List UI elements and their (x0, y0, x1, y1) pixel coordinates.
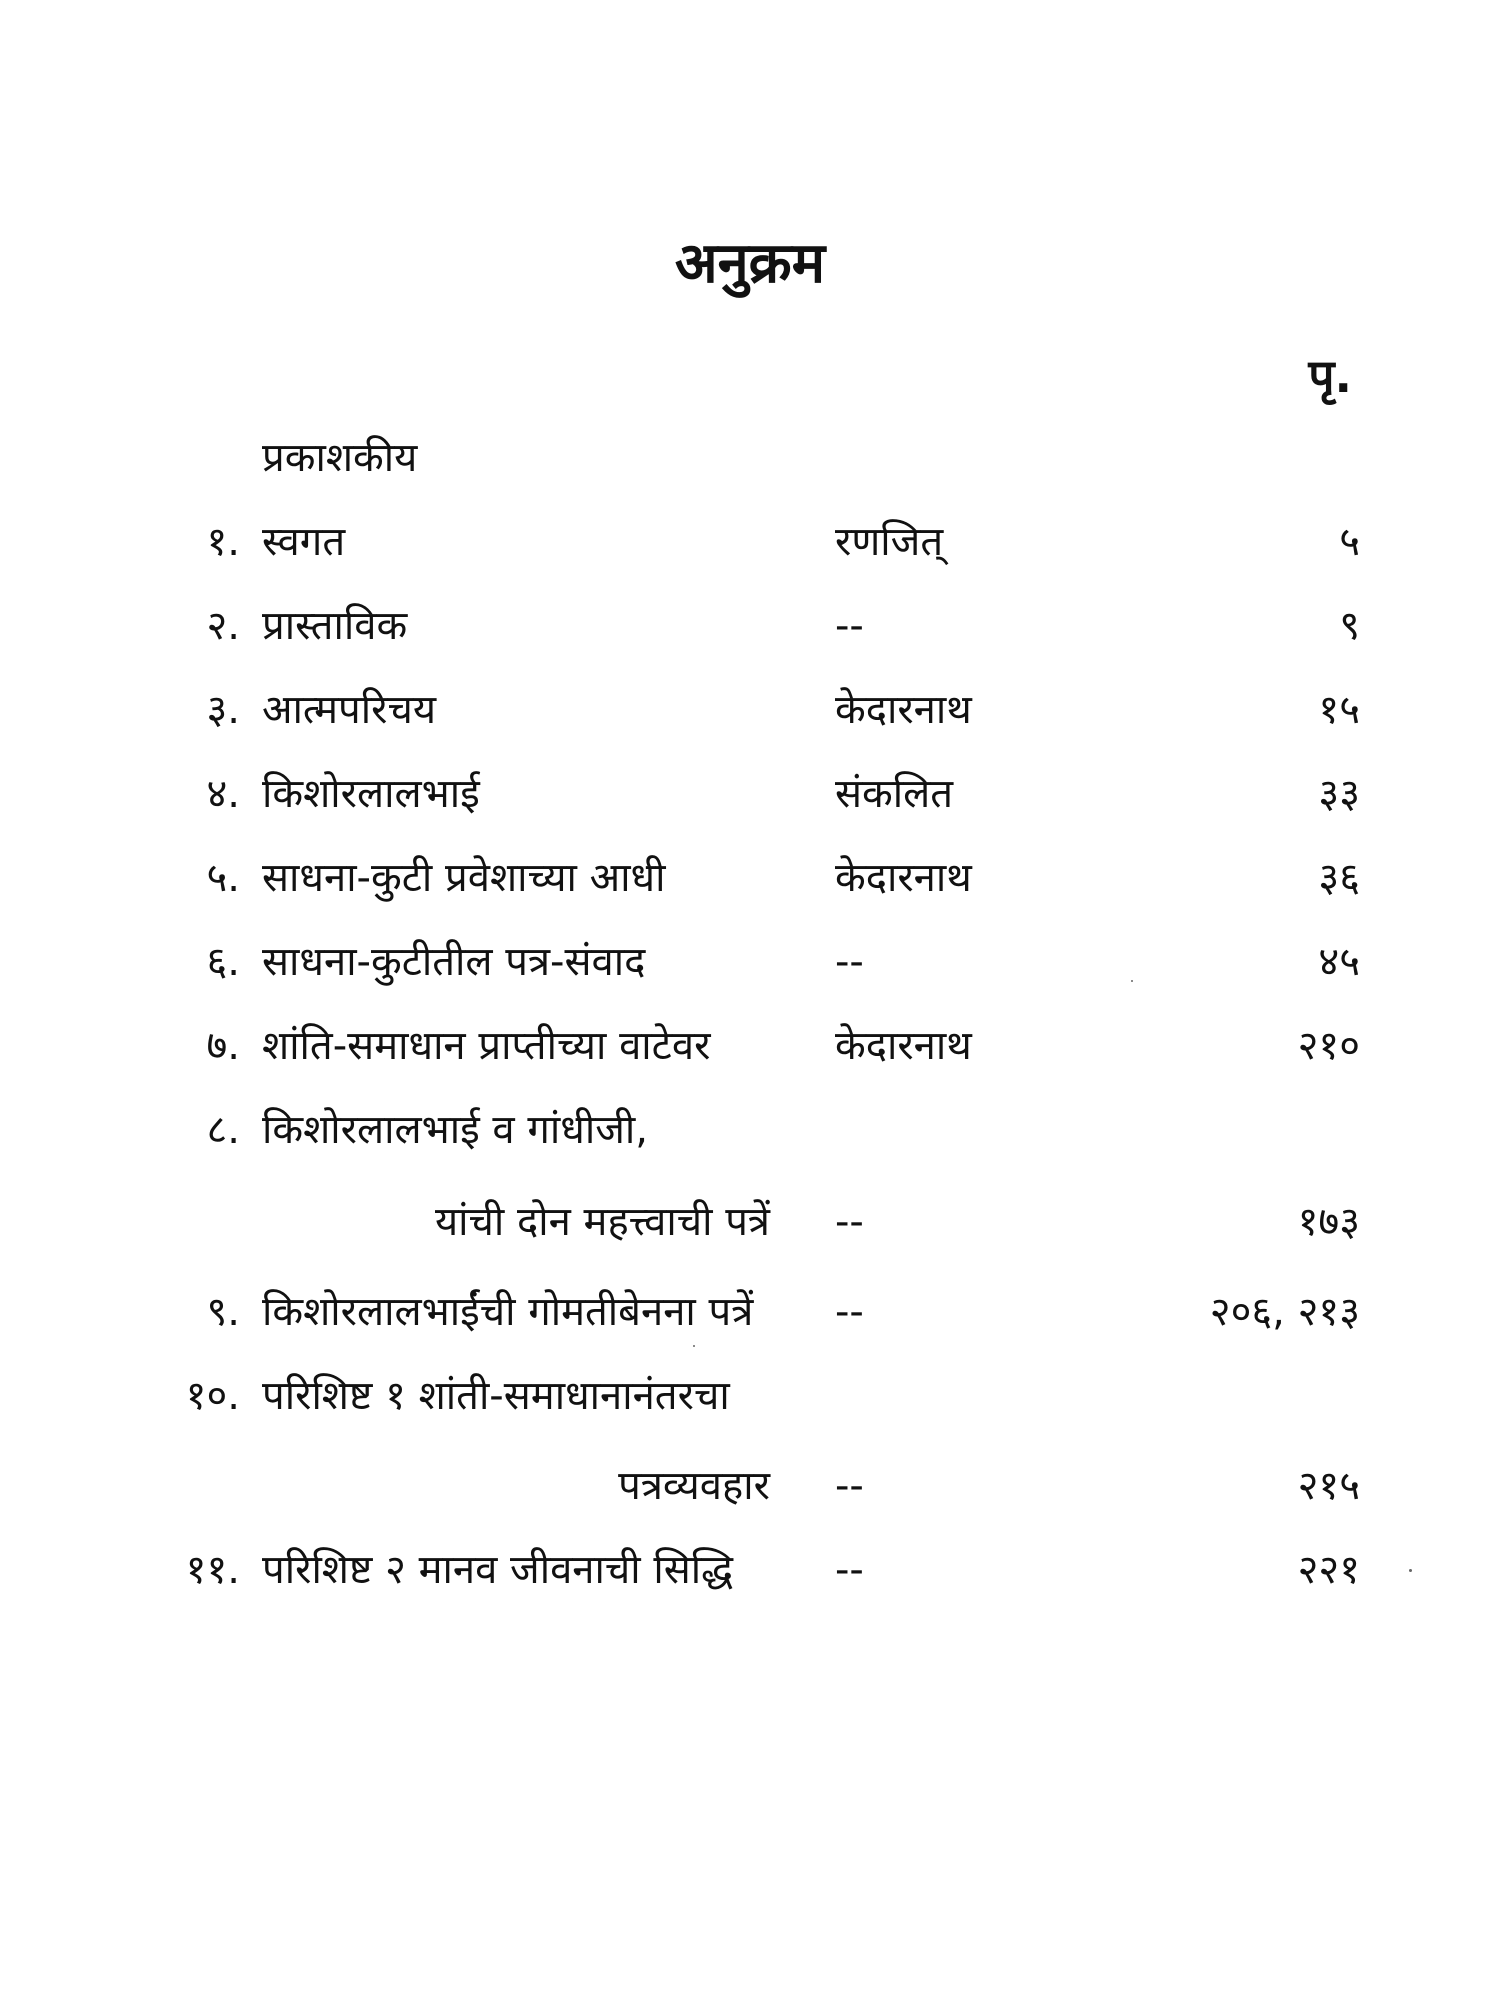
toc-row (0, 512, 1500, 572)
toc-row (0, 1540, 1500, 1600)
toc-title: प्रकाशकीय (262, 435, 418, 481)
toc-number: ४. (206, 771, 240, 817)
toc-author: केदारनाथ (835, 855, 972, 901)
toc-page: २१५ (1297, 1463, 1360, 1509)
toc-title: साधना-कुटीतील पत्र-संवाद (262, 939, 646, 985)
toc-number: २. (206, 603, 240, 649)
toc-title: परिशिष्ट १ शांती-समाधानानंतरचा (262, 1373, 730, 1419)
toc-number: ५. (206, 855, 240, 901)
toc-page: ९ (1339, 603, 1360, 649)
toc-page: २०६, २१३ (1209, 1289, 1360, 1335)
toc-row (0, 596, 1500, 656)
toc-row (0, 1366, 1500, 1426)
page-title: अनुक्रम (674, 231, 826, 296)
toc-title-continuation: यांची दोन महत्त्वाची पत्रें (434, 1199, 770, 1245)
toc-author: संकलित (835, 771, 954, 817)
toc-page: २१० (1297, 1023, 1360, 1069)
toc-page: १५ (1318, 687, 1360, 733)
toc-row-publisher-note (0, 428, 1500, 488)
toc-page: ३६ (1318, 855, 1360, 901)
toc-row-continuation (0, 1192, 1500, 1252)
toc-author: केदारनाथ (835, 687, 972, 733)
toc-row (0, 1282, 1500, 1342)
toc-number: ९. (206, 1289, 240, 1335)
toc-title: किशोरलालभाई (262, 771, 480, 817)
toc-title: परिशिष्ट २ मानव जीवनाची सिद्धि (262, 1547, 734, 1593)
toc-title: प्रास्ताविक (262, 603, 408, 649)
scan-speck (1131, 980, 1133, 982)
toc-author: -- (835, 1199, 864, 1245)
toc-title: शांति-समाधान प्राप्तीच्या वाटेवर (262, 1023, 711, 1069)
toc-number: ११. (185, 1547, 240, 1593)
toc-number: १. (206, 519, 240, 565)
toc-author: -- (835, 603, 864, 649)
toc-row (0, 932, 1500, 992)
toc-page: १७३ (1297, 1199, 1360, 1245)
toc-author: -- (835, 1463, 864, 1509)
toc-author: -- (835, 1547, 864, 1593)
toc-page: ३३ (1318, 771, 1360, 817)
toc-page: २२१ (1297, 1547, 1360, 1593)
toc-number: ७. (206, 1023, 240, 1069)
toc-author: केदारनाथ (835, 1023, 972, 1069)
toc-row (0, 764, 1500, 824)
toc-page: ५ (1339, 519, 1360, 565)
toc-author: -- (835, 1289, 864, 1335)
toc-page: ४५ (1318, 939, 1360, 985)
toc-title-continuation: पत्रव्यवहार (618, 1463, 770, 1509)
toc-row (0, 1016, 1500, 1076)
toc-row-continuation (0, 1456, 1500, 1516)
toc-number: १०. (185, 1373, 240, 1419)
toc-number: ८. (206, 1107, 240, 1153)
toc-row (0, 1100, 1500, 1160)
toc-author: -- (835, 939, 864, 985)
page-column-label: पृ. (1308, 349, 1352, 403)
toc-title: आत्मपरिचय (262, 687, 437, 733)
scan-speck (1409, 1569, 1412, 1572)
toc-title: स्वगत (262, 519, 346, 565)
toc-title: किशोरलालभाईंची गोमतीबेनना पत्रें (262, 1289, 754, 1335)
toc-title: किशोरलालभाई व गांधीजी, (262, 1107, 648, 1153)
toc-number: ६. (206, 939, 240, 985)
toc-author: रणजित् (835, 519, 944, 565)
scan-speck (693, 1345, 695, 1347)
toc-row (0, 848, 1500, 908)
toc-row (0, 680, 1500, 740)
toc-title: साधना-कुटी प्रवेशाच्या आधी (262, 855, 666, 901)
toc-number: ३. (206, 687, 240, 733)
